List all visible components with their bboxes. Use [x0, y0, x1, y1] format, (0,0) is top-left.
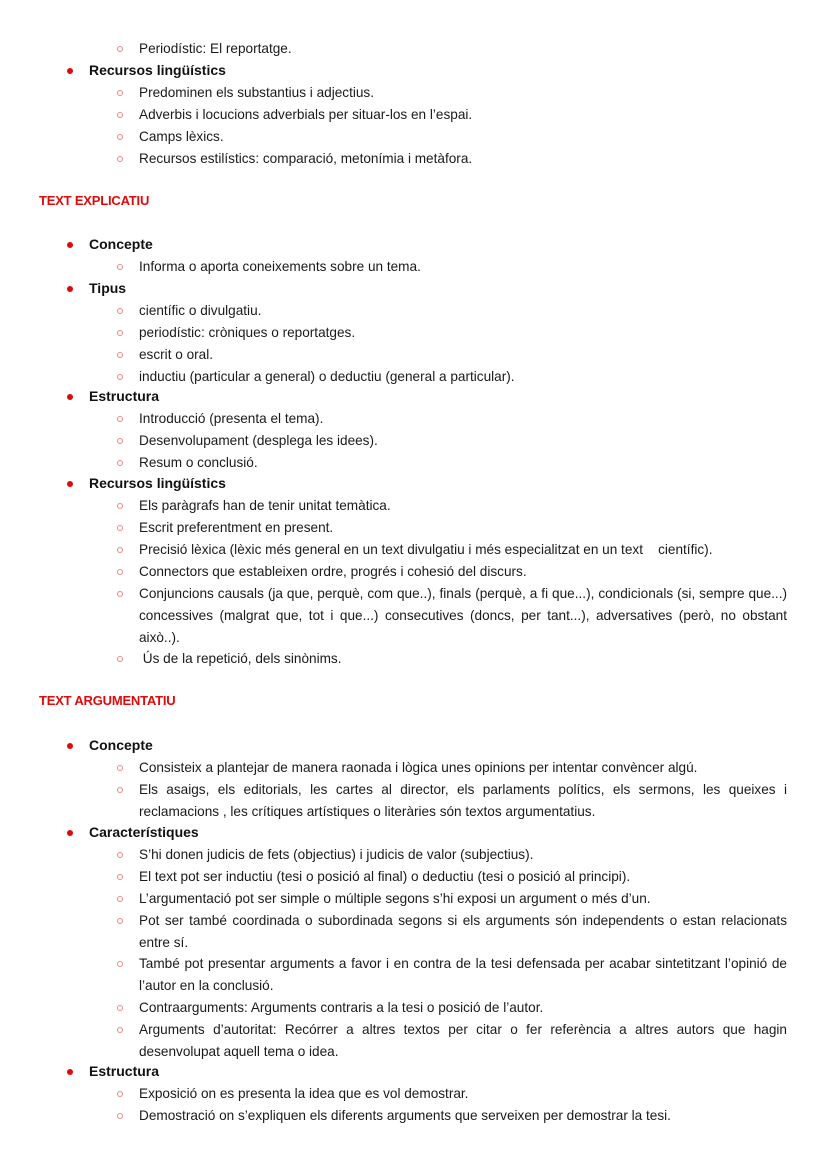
- item-text: Escrit preferentment en present.: [139, 520, 334, 535]
- bullet-icon: [67, 830, 73, 836]
- item-text: Contraarguments: Arguments contraris a la tesi o posició de l’autor.: [139, 1000, 544, 1015]
- list-item: [139, 539, 787, 561]
- list-heading-concepte: [89, 737, 153, 753]
- item-text: El text pot ser inductiu (tesi o posició al final) o deductiu (tesi o posició al principi).: [139, 869, 631, 884]
- list-item: [139, 148, 787, 170]
- list-item: [139, 366, 787, 388]
- section-title-explicatiu: TEXT EXPLICATIU: [39, 193, 150, 208]
- item-text: Consisteix a plantejar de manera raonada i lògica unes opinions per intentar convèncer algú.: [139, 760, 698, 775]
- list-item: [139, 430, 787, 452]
- heading-text: Estructura: [89, 388, 160, 404]
- list-item: [139, 256, 787, 278]
- list-item: [139, 452, 787, 474]
- item-text: Predominen els substantius i adjectius.: [139, 85, 374, 100]
- item-text: Resum o conclusió.: [139, 455, 258, 470]
- circle-bullet-icon: [117, 460, 123, 466]
- item-text: S’hi donen judicis de fets (objectius) i judicis de valor (subjectius).: [139, 847, 534, 862]
- section-title-argumentatiu: TEXT ARGUMENTATIU: [39, 693, 176, 708]
- circle-bullet-icon: [117, 591, 123, 597]
- item-text: Connectors que estableixen ordre, progrés i cohesió del discurs.: [139, 564, 527, 579]
- list-item: [139, 82, 787, 104]
- list-item: [139, 344, 787, 366]
- circle-bullet-icon: [117, 656, 123, 662]
- list-item: [139, 495, 787, 517]
- item-text: L’argumentació pot ser simple o múltiple segons s’hi exposi un argument o més d’un.: [139, 891, 651, 906]
- circle-bullet-icon: [117, 918, 123, 924]
- list-heading-concepte: [89, 236, 153, 252]
- item-text: Els asaigs, els editorials, les cartes al director, els parlaments polítics, els sermons, les queixes i reclamacions , les crítiques artístiques o literàries són textos argumentatius.: [139, 782, 787, 819]
- circle-bullet-icon: [117, 1005, 123, 1011]
- list-item: [139, 1105, 787, 1127]
- list-item: [139, 517, 787, 539]
- list-item: [139, 757, 787, 779]
- list-item: [139, 561, 787, 583]
- list-item: [139, 779, 787, 823]
- heading-text: Recursos lingüístics: [89, 475, 226, 491]
- heading-text: Recursos lingüístics: [89, 62, 226, 78]
- circle-bullet-icon: [117, 330, 123, 336]
- list-item: [139, 38, 787, 60]
- list-item: [139, 1083, 787, 1105]
- circle-bullet-icon: [117, 112, 123, 118]
- list-item: [139, 910, 787, 954]
- list-item: [139, 1019, 787, 1063]
- item-text: Informa o aporta coneixements sobre un tema.: [139, 259, 421, 274]
- list-item: [139, 997, 787, 1019]
- circle-bullet-icon: [117, 416, 123, 422]
- bullet-icon: [67, 68, 73, 74]
- item-text: Pot ser també coordinada o subordinada segons si els arguments són independents o estan relacionats entre sí.: [139, 913, 787, 950]
- item-text: Periodístic: El reportatge.: [139, 41, 292, 56]
- item-text: Desenvolupament (desplega les idees).: [139, 433, 378, 448]
- item-text: Els paràgrafs han de tenir unitat temàtica.: [139, 498, 391, 513]
- item-text: Ús de la repetició, dels sinònims.: [139, 651, 342, 666]
- item-text: inductiu (particular a general) o deductiu (general a particular).: [139, 369, 515, 384]
- heading-text: Concepte: [89, 737, 153, 753]
- list-item: [139, 126, 787, 148]
- circle-bullet-icon: [117, 503, 123, 509]
- circle-bullet-icon: [117, 156, 123, 162]
- list-item: [139, 648, 787, 670]
- heading-text: Característiques: [89, 824, 199, 840]
- circle-bullet-icon: [117, 308, 123, 314]
- list-heading-estructura: [89, 388, 159, 404]
- heading-text: Tipus: [89, 280, 127, 296]
- list-item: [139, 583, 787, 648]
- list-heading-recursos: [89, 62, 226, 78]
- circle-bullet-icon: [117, 1091, 123, 1097]
- bullet-icon: [67, 1069, 73, 1075]
- list-item: [139, 322, 787, 344]
- list-heading-estructura: [89, 1063, 159, 1079]
- item-text: També pot presentar arguments a favor i en contra de la tesi defensada per acabar sintetitzant l’opinió de l’autor en la conclusió.: [139, 956, 787, 993]
- list-item: [139, 408, 787, 430]
- item-text: Demostració on s’expliquen els diferents arguments que serveixen per demostrar la tesi.: [139, 1108, 671, 1123]
- item-text: científic o divulgatiu.: [139, 303, 262, 318]
- circle-bullet-icon: [117, 352, 123, 358]
- item-text: escrit o oral.: [139, 347, 214, 362]
- list-item: [139, 866, 787, 888]
- item-text: Arguments d’autoritat: Recórrer a altres textos per citar o fer referència a altres autors que hagin desenvolupat aquell tema o idea.: [139, 1022, 787, 1059]
- circle-bullet-icon: [117, 787, 123, 793]
- list-heading-caracteristiques: [89, 824, 199, 840]
- item-text: Camps lèxics.: [139, 129, 224, 144]
- bullet-icon: [67, 481, 73, 487]
- item-text: Precisió lèxica (lèxic més general en un text divulgatiu i més especialitzat en un text científic).: [139, 542, 713, 557]
- item-text: periodístic: cròniques o reportatges.: [139, 325, 356, 340]
- item-text: Recursos estilístics: comparació, metonímia i metàfora.: [139, 151, 473, 166]
- circle-bullet-icon: [117, 896, 123, 902]
- circle-bullet-icon: [117, 961, 123, 967]
- circle-bullet-icon: [117, 134, 123, 140]
- circle-bullet-icon: [117, 852, 123, 858]
- circle-bullet-icon: [117, 438, 123, 444]
- list-item: [139, 888, 787, 910]
- bullet-icon: [67, 286, 73, 292]
- circle-bullet-icon: [117, 874, 123, 880]
- heading-text: Estructura: [89, 1063, 160, 1079]
- circle-bullet-icon: [117, 1027, 123, 1033]
- circle-bullet-icon: [117, 525, 123, 531]
- bullet-icon: [67, 394, 73, 400]
- bullet-icon: [67, 242, 73, 248]
- heading-text: Concepte: [89, 236, 153, 252]
- circle-bullet-icon: [117, 264, 123, 270]
- list-item: [139, 300, 787, 322]
- list-item: [139, 844, 787, 866]
- circle-bullet-icon: [117, 46, 123, 52]
- circle-bullet-icon: [117, 547, 123, 553]
- list-heading-recursos: [89, 475, 226, 491]
- circle-bullet-icon: [117, 1113, 123, 1119]
- list-item: [139, 953, 787, 997]
- list-item: [139, 104, 787, 126]
- item-text: Introducció (presenta el tema).: [139, 411, 324, 426]
- list-heading-tipus: [89, 280, 126, 296]
- circle-bullet-icon: [117, 374, 123, 380]
- bullet-icon: [67, 743, 73, 749]
- circle-bullet-icon: [117, 765, 123, 771]
- item-text: Exposició on es presenta la idea que es vol demostrar.: [139, 1086, 469, 1101]
- item-text: Adverbis i locucions adverbials per situar-los en l’espai.: [139, 107, 473, 122]
- circle-bullet-icon: [117, 90, 123, 96]
- circle-bullet-icon: [117, 569, 123, 575]
- item-text: Conjuncions causals (ja que, perquè, com que..), finals (perquè, a fi que...), condicionals (si, sempre que...) concessives (malgrat que, tot i que...) consecutives (doncs, per tant...), adversatives (però, no obstant això..).: [139, 586, 787, 645]
